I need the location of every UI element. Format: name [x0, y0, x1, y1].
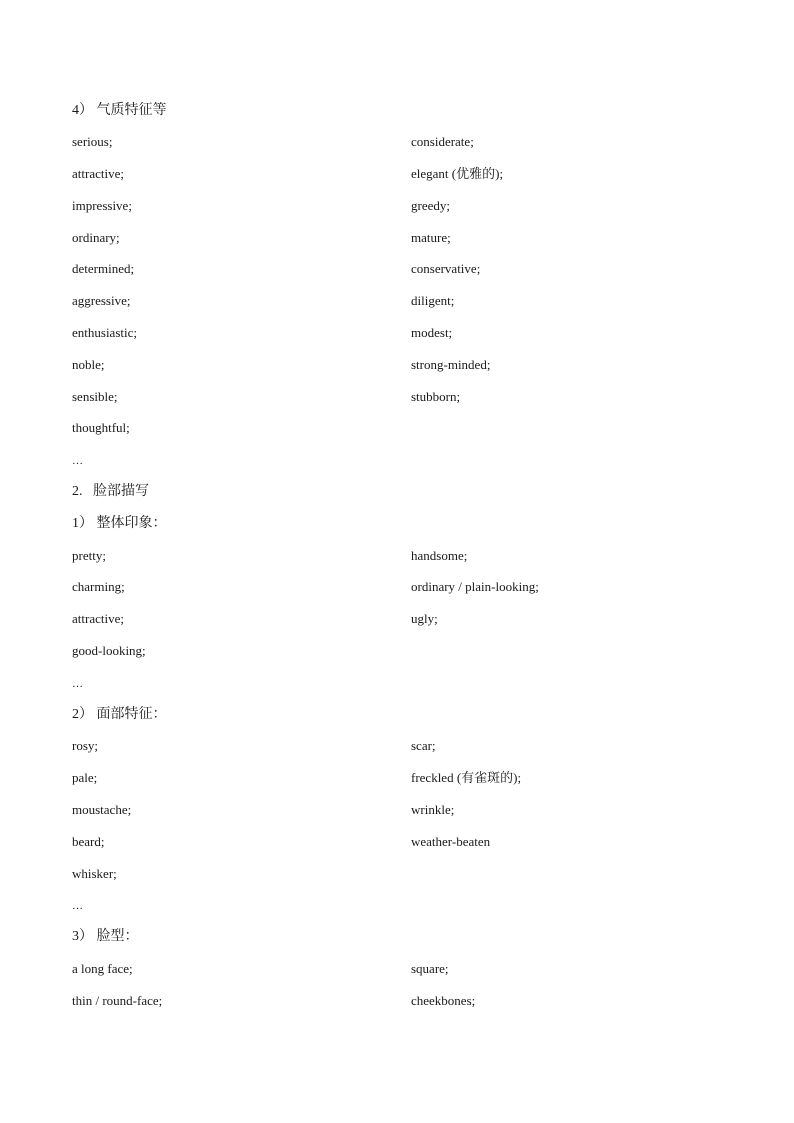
vocab-word-right: square;	[411, 961, 449, 976]
vocab-word-right: modest;	[411, 325, 453, 340]
vocab-row	[72, 768, 722, 788]
vocab-word-left: enthusiastic;	[72, 325, 137, 340]
vocab-word-right: ugly;	[411, 611, 438, 626]
vocab-row	[72, 228, 722, 248]
vocab-word-right: ordinary / plain-looking;	[411, 579, 539, 594]
vocab-word-left: pretty;	[72, 548, 106, 563]
ellipsis: …	[72, 678, 84, 690]
vocab-row	[72, 323, 722, 343]
vocab-row	[72, 800, 722, 820]
vocab-row	[72, 609, 722, 629]
vocab-word-left: rosy;	[72, 738, 98, 753]
vocab-word-left: thin / round-face;	[72, 993, 163, 1008]
vocab-row	[72, 164, 722, 184]
vocab-word-left: charming;	[72, 579, 125, 594]
vocab-row	[72, 577, 722, 597]
vocab-word-right: wrinkle;	[411, 802, 455, 817]
vocab-word-right: mature;	[411, 230, 451, 245]
vocab-word-right: greedy;	[411, 198, 450, 213]
vocab-row	[72, 291, 722, 311]
vocab-word-left: attractive;	[72, 166, 124, 181]
vocab-row	[72, 546, 722, 566]
vocab-word-right: strong-minded;	[411, 357, 491, 372]
vocab-word-right: weather-beaten	[411, 834, 491, 849]
vocab-row	[72, 418, 722, 438]
vocab-word-left: determined;	[72, 261, 135, 276]
vocab-row	[72, 259, 722, 279]
vocab-word-left: pale;	[72, 770, 98, 785]
vocab-row	[72, 736, 722, 756]
vocab-row	[72, 132, 722, 152]
vocab-row	[72, 864, 722, 884]
vocab-word-right: conservative;	[411, 261, 481, 276]
vocab-word-right: elegant (优雅的);	[411, 166, 504, 181]
ellipsis: …	[72, 900, 84, 912]
vocab-word-left: ordinary;	[72, 230, 120, 245]
subsection-1-heading: 1） 整体印象：	[72, 516, 167, 531]
part-2-heading: 2. 脸部描写	[72, 484, 149, 499]
vocab-word-left: thoughtful;	[72, 420, 130, 435]
vocab-word-left: beard;	[72, 834, 105, 849]
vocab-word-right: handsome;	[411, 548, 468, 563]
vocab-word-left: sensible;	[72, 389, 118, 404]
vocab-row	[72, 387, 722, 407]
vocab-row	[72, 959, 722, 979]
vocab-word-left: whisker;	[72, 866, 117, 881]
vocab-word-right: stubborn;	[411, 389, 461, 404]
vocab-word-left: moustache;	[72, 802, 132, 817]
vocab-word-left: serious;	[72, 134, 113, 149]
vocab-word-left: good-looking;	[72, 643, 146, 658]
vocab-word-right: scar;	[411, 738, 436, 753]
vocab-row	[72, 641, 722, 661]
vocab-word-left: aggressive;	[72, 293, 131, 308]
vocab-row	[72, 832, 722, 852]
vocab-word-right: freckled (有雀斑的);	[411, 770, 522, 785]
vocab-row	[72, 196, 722, 216]
vocab-row	[72, 991, 722, 1011]
vocab-word-left: impressive;	[72, 198, 132, 213]
vocab-word-left: a long face;	[72, 961, 133, 976]
subsection-3-heading: 3） 脸型：	[72, 929, 139, 944]
vocab-row	[72, 355, 722, 375]
subsection-2-heading: 2） 面部特征：	[72, 707, 167, 722]
vocab-word-left: attractive;	[72, 611, 124, 626]
section-4-heading: 4） 气质特征等	[72, 103, 167, 118]
vocab-word-right: diligent;	[411, 293, 455, 308]
ellipsis: …	[72, 455, 84, 467]
vocab-word-right: considerate;	[411, 134, 474, 149]
vocab-word-right: cheekbones;	[411, 993, 476, 1008]
vocab-word-left: noble;	[72, 357, 105, 372]
